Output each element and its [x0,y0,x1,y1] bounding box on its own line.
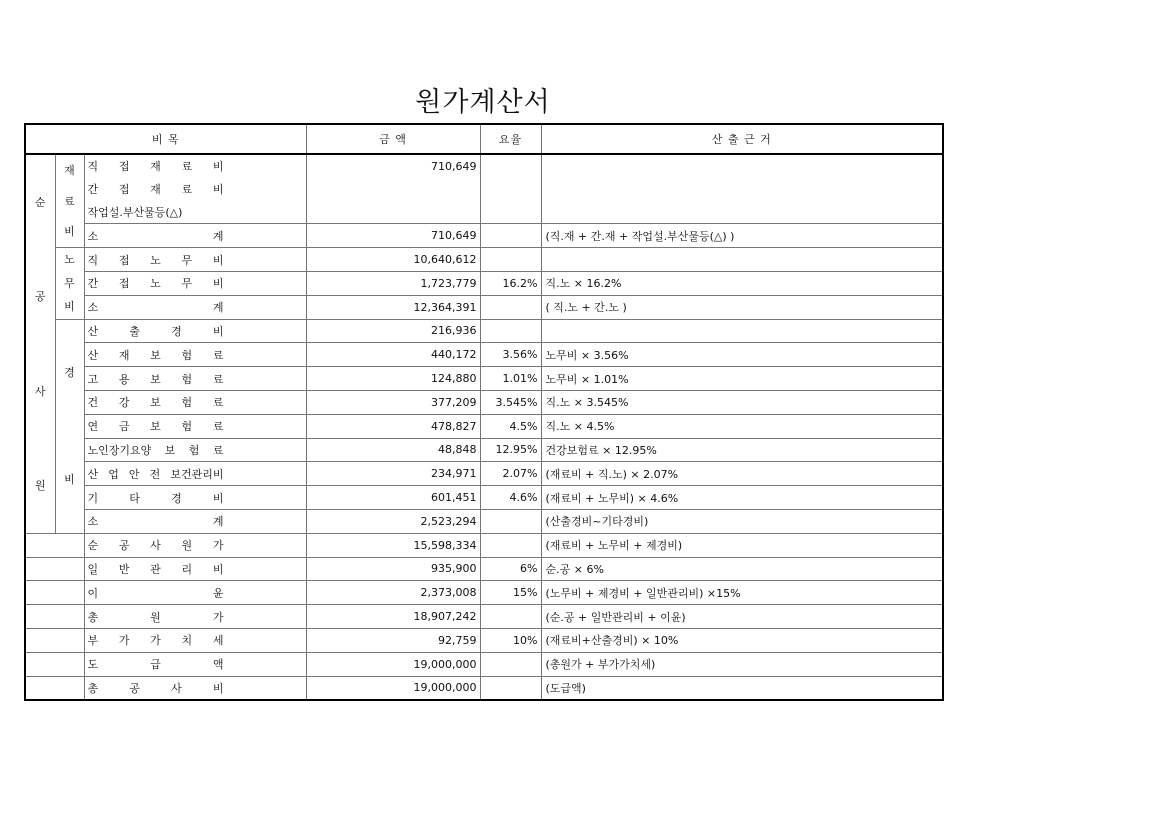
item-name-part: 산 [87,348,99,362]
rate-cell [480,533,541,557]
group-expense-char: 경 [64,366,75,380]
table-row [25,557,943,581]
item-name-part: 계 [212,229,224,243]
item-name-part: 료 [212,372,224,386]
group-expense-char: 비 [64,472,75,486]
item-name [84,438,306,462]
item-name-part: 가 [212,539,224,553]
group-expense [55,319,84,533]
item-name-part: 순 [87,539,99,553]
rate-cell [480,509,541,533]
item-name-part: 윤 [212,586,224,600]
rate-cell: 15% [480,581,541,605]
table-row [25,533,943,557]
item-name-part: 급 [150,658,161,672]
cost-table [24,123,944,701]
rate-cell: 2.07% [480,462,541,486]
table-row [25,605,943,629]
item-name-part: 접 [118,183,130,197]
table-row [25,390,943,414]
rate-cell [480,224,541,248]
item-name [84,509,306,533]
item-name-part: 사 [171,681,182,695]
item-name [84,628,306,652]
basis-cell [541,154,943,178]
table-row [25,319,943,343]
blank-cell [25,581,84,605]
amount-cell: 1,723,779 [306,271,480,295]
item-name-part: 치 [181,634,193,648]
item-name-part: 총 [87,610,99,624]
blank-cell [25,605,84,629]
table-row [25,343,943,367]
item-name-part: 료 [181,183,193,197]
item-name-part: 료 [212,420,224,434]
table-row [25,676,943,700]
item-name [84,486,306,510]
item-name-part: 비 [212,562,224,576]
item-name-part: 보 [150,396,161,410]
item-name-part: 소 [87,515,99,529]
item-name-part: 노인장기요양 [87,443,152,457]
item-name [84,581,306,605]
rate-cell: 6% [480,557,541,581]
item-name-part: 산 [87,467,99,481]
rate-cell [480,295,541,319]
rate-cell: 3.56% [480,343,541,367]
item-name-part: 안 [128,467,140,481]
basis-cell: (재료비+산출경비) × 10% [541,628,943,652]
table-row [25,414,943,438]
item-name-part: 직 [87,253,99,267]
item-name-part: 간 [87,277,99,291]
item-name-part: 원 [150,610,161,624]
table-row [25,628,943,652]
group-pure-cost-char: 사 [34,384,46,398]
item-name [84,178,306,201]
header-amount: 금 액 [306,124,480,154]
item-name-part: 간 [87,183,99,197]
item-name-part: 이 [87,586,99,600]
amount-cell: 478,827 [306,414,480,438]
basis-cell [541,201,943,224]
item-name [84,295,306,319]
table-row [25,438,943,462]
item-name-part: 경 [171,324,182,338]
item-name-part: 기 [87,491,99,505]
amount-cell: 710,649 [306,224,480,248]
table-row [25,224,943,248]
item-name-part: 보 [150,420,161,434]
amount-cell: 48,848 [306,438,480,462]
amount-cell: 377,209 [306,390,480,414]
item-name-part: 비 [212,491,224,505]
rate-cell: 12.95% [480,438,541,462]
basis-cell: 건강보험료 × 12.95% [541,438,943,462]
amount-cell [306,178,480,201]
item-name [84,224,306,248]
item-name-part: 보 [150,372,161,386]
rate-cell: 16.2% [480,271,541,295]
item-name-part: 재 [118,348,130,362]
item-name-part: 액 [212,658,224,672]
item-name-part: 료 [212,443,224,457]
amount-cell: 15,598,334 [306,533,480,557]
item-name-part: 용 [118,372,130,386]
group-pure-cost-char: 원 [34,479,46,493]
amount-cell: 10,640,612 [306,248,480,272]
rate-cell: 1.01% [480,367,541,391]
item-name-part: 부 [87,634,99,648]
amount-cell: 12,364,391 [306,295,480,319]
rate-cell [480,178,541,201]
table-row [25,271,943,295]
item-name-part: 험 [188,443,200,457]
item-name-part: 료 [212,396,224,410]
item-name-part: 료 [181,160,193,174]
item-name-part: 비 [212,324,224,338]
item-name-part: 료 [212,348,224,362]
item-name-part: 비 [212,277,224,291]
item-name-part: 무 [181,253,193,267]
basis-cell: 직.노 × 3.545% [541,390,943,414]
item-name-part: 반 [118,562,130,576]
item-name-part: 험 [181,396,193,410]
basis-cell: 노무비 × 1.01% [541,367,943,391]
item-name-part: 작업설.부산물등(△) [87,205,183,219]
table-row [25,509,943,533]
blank-cell [25,628,84,652]
amount-cell: 935,900 [306,557,480,581]
rate-cell [480,676,541,700]
item-name-part: 건 [87,396,99,410]
item-name [84,248,306,272]
header-basis: 산 출 근 거 [541,124,943,154]
item-name-part: 계 [212,515,224,529]
item-name-part: 세 [212,634,224,648]
table-row [25,367,943,391]
basis-cell: (재료비 + 직.노) × 2.07% [541,462,943,486]
item-name [84,676,306,700]
item-name-part: 소 [87,301,99,315]
amount-cell: 216,936 [306,319,480,343]
item-name-part: 재 [150,160,161,174]
item-name-part: 연 [87,420,99,434]
basis-cell: 순.공 × 6% [541,557,943,581]
rate-cell [480,605,541,629]
item-name [84,271,306,295]
group-pure-cost [25,154,55,533]
table-row [25,462,943,486]
rate-cell [480,652,541,676]
item-name [84,414,306,438]
item-name [84,605,306,629]
basis-cell: (순.공 + 일반관리비 + 이윤) [541,605,943,629]
amount-cell: 124,880 [306,367,480,391]
item-name [84,201,306,224]
item-name-part: 노 [150,277,161,291]
item-name-part: 고 [87,372,99,386]
item-name-part: 가 [118,634,130,648]
group-material-char: 재 [64,163,75,177]
item-name-part: 리 [181,562,193,576]
item-name-part: 계 [212,301,224,315]
group-pure-cost-char: 공 [34,290,46,304]
item-name-part: 재 [150,183,161,197]
blank-cell [25,652,84,676]
basis-cell: 노무비 × 3.56% [541,343,943,367]
item-name-part: 험 [181,348,193,362]
item-name-part: 비 [212,183,224,197]
item-name-part: 공 [118,539,130,553]
amount-cell: 19,000,000 [306,676,480,700]
item-name-part: 원 [181,539,193,553]
item-name-part: 접 [118,277,130,291]
item-name-part: 접 [118,253,130,267]
item-name-part: 강 [118,396,130,410]
item-name-part: 출 [129,324,140,338]
table-row [25,154,943,178]
basis-cell [541,319,943,343]
table-row [25,248,943,272]
amount-cell [306,201,480,224]
basis-cell [541,248,943,272]
basis-cell: 직.노 × 4.5% [541,414,943,438]
item-name [84,154,306,178]
rate-cell [480,201,541,224]
item-name-part: 사 [150,539,161,553]
rate-cell: 4.5% [480,414,541,438]
group-material-char: 료 [64,194,75,208]
item-name-part: 노 [150,253,161,267]
item-name-part: 무 [181,277,193,291]
basis-cell: (재료비 + 노무비) × 4.6% [541,486,943,510]
item-name-part: 비 [212,681,224,695]
item-name-part: 보건관리비 [170,467,224,481]
amount-cell: 92,759 [306,628,480,652]
item-name-part: 보 [164,443,176,457]
item-name-part: 비 [212,160,224,174]
item-name [84,652,306,676]
item-name-part: 타 [129,491,140,505]
rate-cell [480,154,541,178]
blank-cell [25,676,84,700]
blank-cell [25,557,84,581]
item-name-part: 비 [212,253,224,267]
rate-cell: 10% [480,628,541,652]
group-labor-char: 무 [64,276,75,290]
rate-cell: 3.545% [480,390,541,414]
item-name-part: 관 [150,562,161,576]
item-name-part: 금 [118,420,130,434]
item-name [84,557,306,581]
item-name [84,390,306,414]
item-name-part: 총 [87,681,99,695]
table-row [25,581,943,605]
item-name-part: 가 [150,634,161,648]
item-name-part: 소 [87,229,99,243]
amount-cell: 710,649 [306,154,480,178]
header-row [25,124,943,154]
document-title: 원가계산서 [415,87,551,118]
item-name [84,367,306,391]
table-row [25,652,943,676]
item-name-part: 공 [129,681,140,695]
item-name-part: 산 [87,324,99,338]
item-name-part: 접 [118,160,130,174]
basis-cell: (재료비 + 노무비 + 제경비) [541,533,943,557]
amount-cell: 2,373,008 [306,581,480,605]
group-material [55,154,84,248]
amount-cell: 18,907,242 [306,605,480,629]
basis-cell: 직.노 × 16.2% [541,271,943,295]
basis-cell: (노무비 + 제경비 + 일반관리비) ×15% [541,581,943,605]
table-row [25,201,943,224]
item-name-part: 일 [87,562,99,576]
group-material-char: 비 [64,225,75,239]
item-name-part: 전 [149,467,161,481]
amount-cell: 440,172 [306,343,480,367]
item-name-part: 도 [87,658,99,672]
item-name-part: 가 [212,610,224,624]
amount-cell: 19,000,000 [306,652,480,676]
item-name [84,533,306,557]
item-name-part: 험 [181,420,193,434]
item-name-part: 험 [181,372,193,386]
basis-cell: (도급액) [541,676,943,700]
header-rate: 요율 [480,124,541,154]
rate-cell: 4.6% [480,486,541,510]
amount-cell: 601,451 [306,486,480,510]
group-labor-char: 비 [64,300,75,314]
amount-cell: 234,971 [306,462,480,486]
item-name [84,343,306,367]
group-pure-cost-char: 순 [34,195,46,209]
amount-cell: 2,523,294 [306,509,480,533]
item-name-part: 업 [108,467,119,481]
group-labor [55,248,84,319]
item-name-part: 직 [87,160,99,174]
basis-cell: (직.재 + 간.재 + 작업설.부산물등(△) ) [541,224,943,248]
group-labor-char: 노 [64,253,75,267]
header-item: 비 목 [25,124,306,154]
basis-cell: (총원가 + 부가가치세) [541,652,943,676]
table-row [25,295,943,319]
table-row [25,486,943,510]
rate-cell [480,319,541,343]
table-row [25,178,943,201]
basis-cell: ( 직.노 + 간.노 ) [541,295,943,319]
item-name [84,319,306,343]
basis-cell [541,178,943,201]
item-name-part: 보 [150,348,161,362]
item-name-part: 경 [171,491,182,505]
blank-cell [25,533,84,557]
basis-cell: (산출경비~기타경비) [541,509,943,533]
item-name [84,462,306,486]
rate-cell [480,248,541,272]
